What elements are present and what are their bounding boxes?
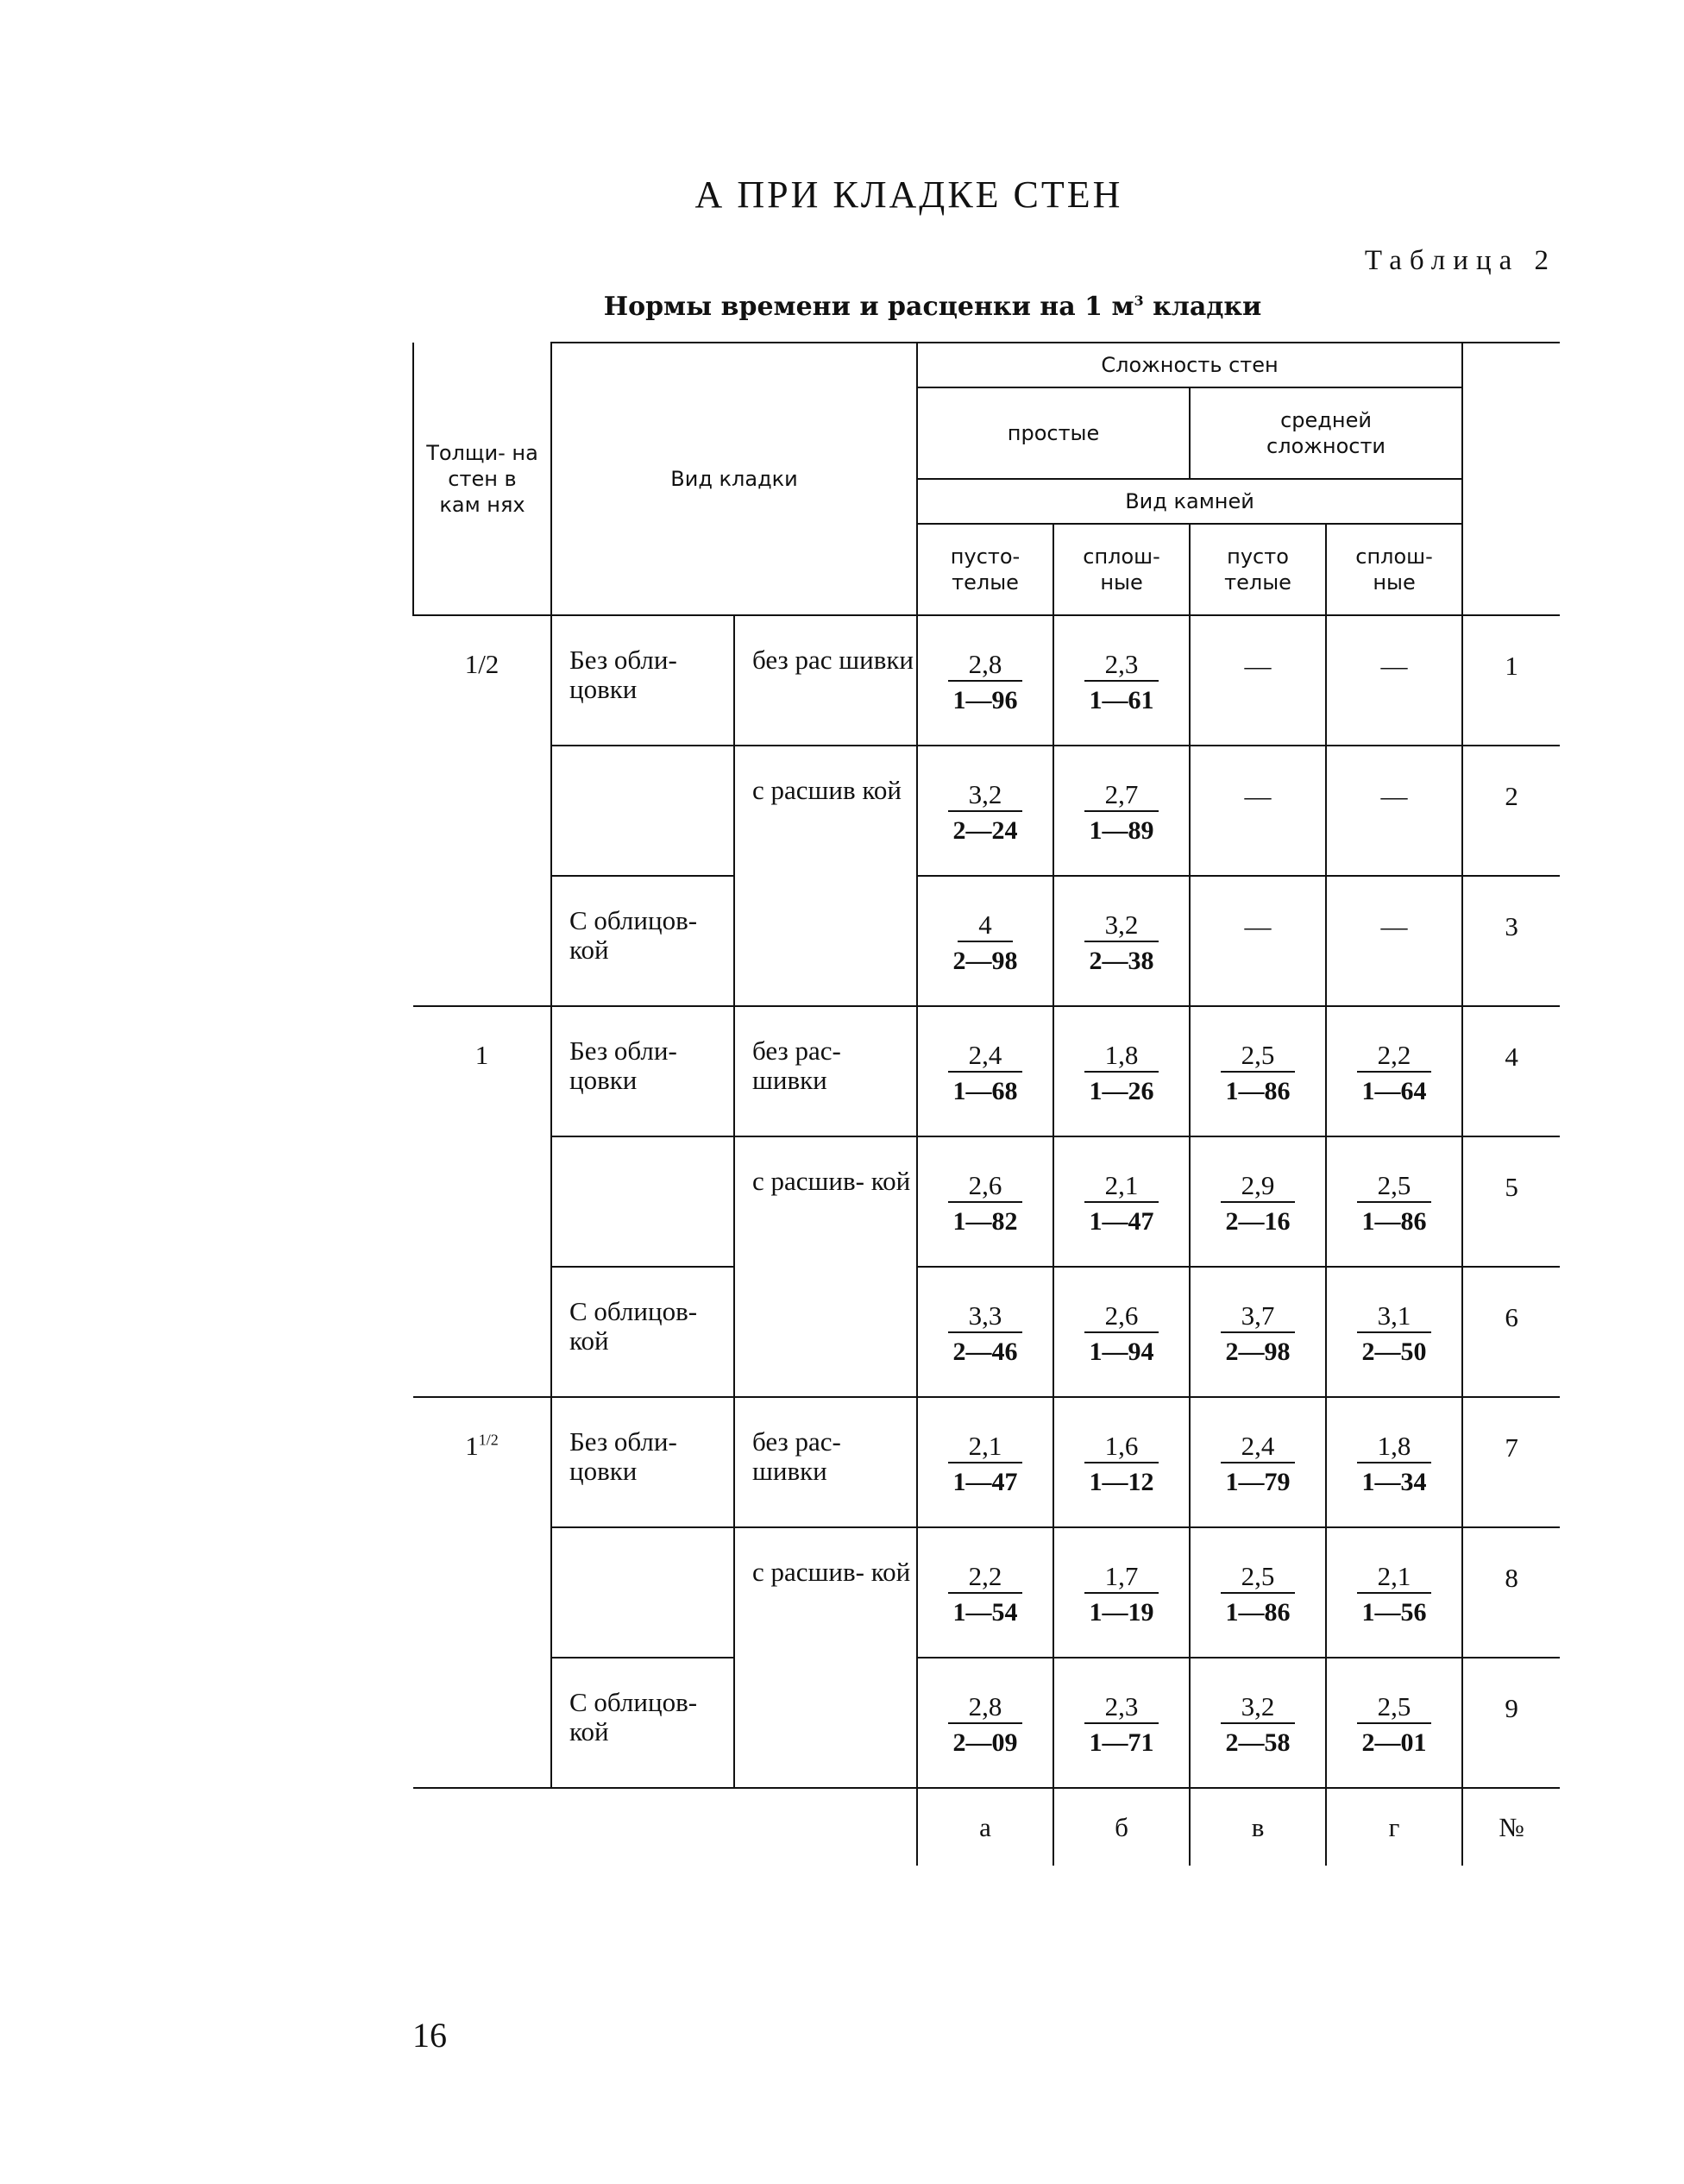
value-cell-g: 2,5 2—01 (1326, 1658, 1462, 1788)
value-cell-a: 2,6 1—82 (917, 1136, 1053, 1267)
header-hollow-v: пусто телые (1190, 524, 1326, 615)
row-number: 2 (1462, 746, 1560, 876)
table-row (413, 1527, 1560, 1658)
facing-with-cell: С облицов- кой (551, 1267, 734, 1397)
value-cell-g: 1,8 1—34 (1326, 1397, 1462, 1527)
facing-with-cell: С облицов- кой (551, 1658, 734, 1788)
row-number: 4 (1462, 1006, 1560, 1136)
value-cell-a: 2,8 1—96 (917, 615, 1053, 746)
facing-none-cell: Без обли- цовки (551, 615, 734, 746)
table-label: Таблица 2 (1364, 245, 1556, 276)
header-medium: средней сложности (1190, 387, 1462, 479)
value-cell-b: 2,3 1—61 (1053, 615, 1190, 746)
facing-none-cell: Без обли- цовки (551, 1006, 734, 1136)
column-letter-g: г (1326, 1788, 1462, 1866)
header-hollow-a: пусто- телые (917, 524, 1053, 615)
thickness-cell (413, 1397, 551, 1788)
value-cell-g: 2,5 1—86 (1326, 1136, 1462, 1267)
table-row (413, 1006, 1560, 1136)
no-joint-cell: без рас шивки (734, 615, 917, 746)
facing-none-continuation (551, 1527, 734, 1658)
page-number: 16 (412, 2016, 447, 2055)
caption-text: Нормы времени и расценки на 1 м (603, 292, 1134, 322)
value-cell-a: 4 2—98 (917, 876, 1053, 1006)
with-joint-cell: с расшив кой (734, 746, 917, 1006)
row-number: 5 (1462, 1136, 1560, 1267)
value-cell-g: — (1326, 746, 1462, 876)
value-cell-b: 1,8 1—26 (1053, 1006, 1190, 1136)
header-thickness: Толщи- на стен в кам нях (413, 343, 551, 615)
column-letter-a: а (917, 1788, 1053, 1866)
column-letter-v: в (1190, 1788, 1326, 1866)
row-number: 7 (1462, 1397, 1560, 1527)
thickness-cell: 1/2 (413, 615, 551, 1006)
value-cell-v: — (1190, 746, 1326, 876)
header-solid-g: сплош- ные (1326, 524, 1462, 615)
value-cell-v: — (1190, 876, 1326, 1006)
value-cell-g: 2,2 1—64 (1326, 1006, 1462, 1136)
value-cell-a: 2,8 2—09 (917, 1658, 1053, 1788)
row-number: 3 (1462, 876, 1560, 1006)
value-cell-g: — (1326, 615, 1462, 746)
value-cell-g: 2,1 1—56 (1326, 1527, 1462, 1658)
table-row (413, 1658, 1560, 1788)
value-cell-a: 3,3 2—46 (917, 1267, 1053, 1397)
header-solid-b: сплош- ные (1053, 524, 1190, 615)
value-cell-v: — (1190, 615, 1326, 746)
thickness-fraction: 1/2 (478, 1431, 499, 1449)
caption-superscript: 3 (1134, 293, 1144, 309)
row-number: 6 (1462, 1267, 1560, 1397)
value-cell-a: 2,4 1—68 (917, 1006, 1053, 1136)
with-joint-cell: с расшив- кой (734, 1136, 917, 1397)
table-caption (0, 292, 1684, 322)
row-number: 9 (1462, 1658, 1560, 1788)
table-row (413, 1397, 1560, 1527)
column-letter-b: б (1053, 1788, 1190, 1866)
value-cell-v: 3,2 2—58 (1190, 1658, 1326, 1788)
column-letter-row (413, 1788, 1560, 1866)
table-row (413, 615, 1560, 746)
section-heading: А ПРИ КЛАДКЕ СТЕН (694, 173, 1123, 216)
table-row (413, 746, 1560, 876)
no-joint-cell: без рас- шивки (734, 1397, 917, 1527)
header-wall-complexity: Сложность стен (917, 343, 1462, 387)
facing-none-cell: Без обли- цовки (551, 1397, 734, 1527)
table-row (413, 1267, 1560, 1397)
header-number-column (1462, 343, 1560, 615)
value-cell-b: 2,1 1—47 (1053, 1136, 1190, 1267)
facing-none-continuation (551, 746, 734, 876)
header-stone-type: Вид камней (917, 479, 1462, 524)
value-cell-g: 3,1 2—50 (1326, 1267, 1462, 1397)
row-number: 8 (1462, 1527, 1560, 1658)
norms-table (412, 342, 1560, 1866)
value-cell-v: 2,9 2—16 (1190, 1136, 1326, 1267)
value-cell-v: 2,4 1—79 (1190, 1397, 1326, 1527)
footer-blank (413, 1788, 917, 1866)
value-cell-a: 2,2 1—54 (917, 1527, 1053, 1658)
value-cell-b: 3,2 2—38 (1053, 876, 1190, 1006)
value-cell-b: 2,6 1—94 (1053, 1267, 1190, 1397)
header-simple: простые (917, 387, 1190, 479)
row-number: 1 (1462, 615, 1560, 746)
value-cell-v: 3,7 2—98 (1190, 1267, 1326, 1397)
with-joint-cell: с расшив- кой (734, 1527, 917, 1788)
caption-tail: кладки (1143, 292, 1262, 322)
table-row (413, 876, 1560, 1006)
table-row (413, 1136, 1560, 1267)
value-cell-b: 1,7 1—19 (1053, 1527, 1190, 1658)
no-joint-cell: без рас- шивки (734, 1006, 917, 1136)
thickness-cell: 1 (413, 1006, 551, 1397)
value-cell-g: — (1326, 876, 1462, 1006)
value-cell-v: 2,5 1—86 (1190, 1006, 1326, 1136)
facing-with-cell: С облицов- кой (551, 876, 734, 1006)
value-cell-b: 2,7 1—89 (1053, 746, 1190, 876)
value-cell-a: 2,1 1—47 (917, 1397, 1053, 1527)
facing-none-continuation (551, 1136, 734, 1267)
value-cell-v: 2,5 1—86 (1190, 1527, 1326, 1658)
value-cell-a: 3,2 2—24 (917, 746, 1053, 876)
thickness-whole: 1 (465, 1431, 479, 1461)
column-number-sign: № (1462, 1788, 1560, 1866)
value-cell-b: 1,6 1—12 (1053, 1397, 1190, 1527)
header-masonry-type: Вид кладки (551, 343, 917, 615)
value-cell-b: 2,3 1—71 (1053, 1658, 1190, 1788)
